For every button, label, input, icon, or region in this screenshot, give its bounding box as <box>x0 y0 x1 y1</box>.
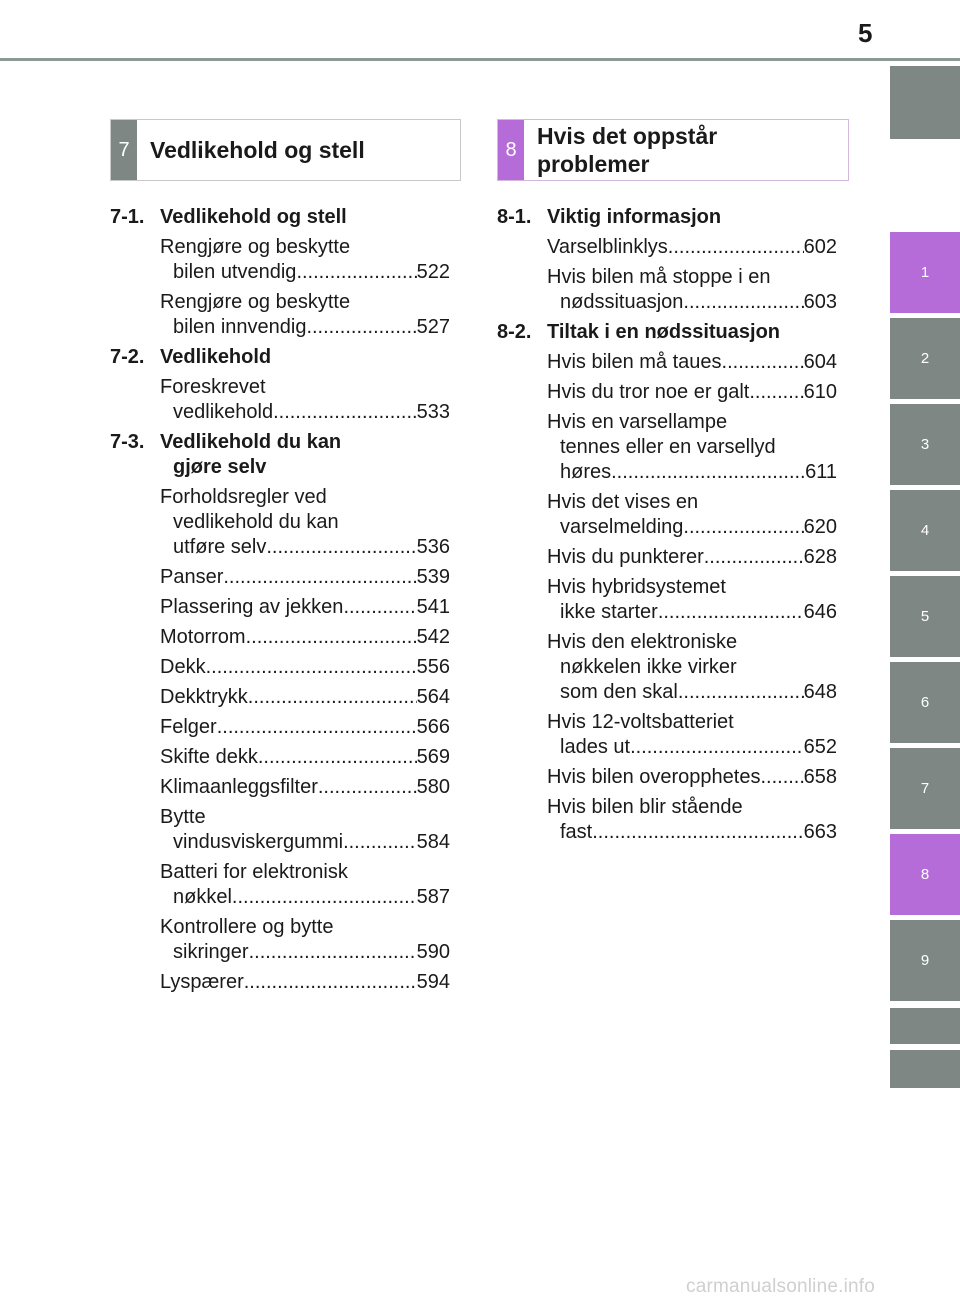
toc-entry-text: Motorrom <box>160 626 246 648</box>
chapter-tab-5[interactable]: 5 <box>890 576 960 657</box>
toc-entry[interactable] <box>160 375 450 425</box>
dot-leader <box>246 625 417 650</box>
section-heading[interactable] <box>110 430 450 480</box>
toc-entry-text: Varselblinklys <box>547 236 668 258</box>
toc-entry-text: Hvis det vises en <box>547 491 699 513</box>
toc-entry[interactable] <box>547 710 837 760</box>
section-heading[interactable] <box>497 320 837 345</box>
page-number: 5 <box>858 18 873 48</box>
toc-entry[interactable] <box>547 235 837 260</box>
section-number: 7-3. <box>110 431 145 453</box>
toc-entry[interactable] <box>547 795 837 845</box>
section-title <box>160 430 450 480</box>
toc-entry[interactable] <box>547 265 837 315</box>
toc-page-number[interactable]: 522 <box>416 261 450 283</box>
toc-entry-text: Hvis en varsellampe <box>547 411 728 433</box>
toc-entry-text: Hvis du punkterer <box>547 546 704 568</box>
toc-entry-text: sikringer <box>173 941 249 963</box>
toc-page-number[interactable]: 658 <box>803 766 837 788</box>
toc-entry-text: vindusviskergummi <box>173 831 344 853</box>
toc-page-number[interactable]: 569 <box>416 746 450 768</box>
toc-page-number[interactable]: 590 <box>416 941 450 963</box>
toc-entry-text: Dekk <box>160 656 206 678</box>
toc-entry-text: Skifte dekk <box>160 746 258 768</box>
toc-entry-text: nøkkelen ikke virker <box>560 656 737 678</box>
toc-page-number[interactable]: 648 <box>803 681 837 703</box>
dot-leader <box>678 680 804 705</box>
dot-leader <box>258 745 417 770</box>
chapter-tab-7[interactable]: 7 <box>890 748 960 829</box>
section-number: 7-2. <box>110 346 145 368</box>
dot-leader <box>683 515 803 540</box>
toc-entry-text: bilen utvendig <box>173 261 297 283</box>
chapter-8-contents <box>497 205 837 850</box>
toc-page-number[interactable]: 646 <box>803 601 837 623</box>
toc-entry[interactable] <box>160 655 450 680</box>
toc-page-number[interactable]: 566 <box>416 716 450 738</box>
chapter-8-number: 8 <box>498 120 524 180</box>
dot-leader <box>668 235 804 260</box>
dot-leader <box>206 655 417 680</box>
toc-entry[interactable] <box>547 630 837 705</box>
section-title-line: Vedlikehold og stell <box>160 206 347 228</box>
toc-entry-text: Bytte <box>160 806 206 828</box>
toc-page-number[interactable]: 628 <box>803 546 837 568</box>
section-title-line: Vedlikehold du kan <box>160 431 342 453</box>
toc-page-number[interactable]: 564 <box>416 686 450 708</box>
toc-page-number[interactable]: 556 <box>416 656 450 678</box>
toc-page-number[interactable]: 652 <box>803 736 837 758</box>
dot-leader <box>749 380 803 405</box>
dot-leader <box>592 820 803 845</box>
toc-page-number[interactable]: 587 <box>416 886 450 908</box>
toc-entry-text: tennes eller en varsellyd <box>560 436 776 458</box>
section-title-line: Tiltak i en nødssituasjon <box>547 321 781 343</box>
dot-leader <box>244 970 417 995</box>
dot-leader <box>704 545 804 570</box>
toc-entry-text: vedlikehold <box>173 401 274 423</box>
toc-entry-text: Batteri for elektronisk <box>160 861 348 883</box>
toc-entry[interactable] <box>160 745 450 770</box>
dot-leader <box>306 315 416 340</box>
dot-leader <box>611 460 805 485</box>
toc-entry[interactable] <box>160 860 450 910</box>
section-title-line: Viktig informasjon <box>547 206 722 228</box>
dot-leader <box>232 885 417 910</box>
chapter-8-title-line2: problemer <box>537 151 650 177</box>
toc-page-number[interactable]: 539 <box>416 566 450 588</box>
toc-entry-text: fast <box>560 821 593 843</box>
toc-entry[interactable] <box>547 575 837 625</box>
dot-leader <box>266 535 416 560</box>
chapter-tab-6[interactable]: 6 <box>890 662 960 743</box>
toc-entry-text: Hvis bilen må taues <box>547 351 722 373</box>
chapter-tab-blank[interactable] <box>890 1050 960 1088</box>
toc-page-number[interactable]: 541 <box>416 596 450 618</box>
toc-page-number[interactable]: 580 <box>416 776 450 798</box>
toc-entry[interactable] <box>547 350 837 375</box>
toc-entry[interactable] <box>160 625 450 650</box>
toc-entry[interactable] <box>547 765 837 790</box>
toc-entry-text: Lyspærer <box>160 971 244 993</box>
section-title <box>160 205 450 230</box>
dot-leader <box>249 940 417 965</box>
toc-entry[interactable] <box>160 775 450 800</box>
dot-leader <box>343 595 416 620</box>
toc-entry-text: Hvis bilen overopphetes <box>547 766 761 788</box>
dot-leader <box>223 565 416 590</box>
toc-entry-text: som den skal <box>560 681 678 703</box>
chapter-7-title: Vedlikehold og stell <box>150 137 365 163</box>
toc-page-number[interactable]: 533 <box>416 401 450 423</box>
dot-leader <box>296 260 416 285</box>
toc-entry-text: Hvis den elektroniske <box>547 631 738 653</box>
toc-entry-text: nøkkel <box>173 886 232 908</box>
chapter-8-title <box>524 120 717 180</box>
section-title <box>160 345 450 370</box>
toc-page-number[interactable]: 527 <box>416 316 450 338</box>
toc-entry[interactable] <box>160 595 450 620</box>
section-number: 7-1. <box>110 206 145 228</box>
toc-entry-text: varselmelding <box>560 516 684 538</box>
toc-entry-text: Hvis du tror noe er galt <box>547 381 750 403</box>
chapter-tab-4[interactable]: 4 <box>890 490 960 571</box>
toc-entry[interactable] <box>547 380 837 405</box>
toc-page-number[interactable]: 603 <box>803 291 837 313</box>
chapter-tab-blank[interactable] <box>890 1008 960 1044</box>
chapter-tab-3[interactable]: 3 <box>890 404 960 485</box>
chapter-7-contents <box>110 205 450 1000</box>
toc-entry-text: Kontrollere og bytte <box>160 916 334 938</box>
section-title <box>547 320 837 345</box>
section-heading[interactable] <box>497 205 837 230</box>
chapter-8-title-line1: Hvis det oppstår <box>537 123 718 149</box>
toc-entry-text: vedlikehold du kan <box>173 511 339 533</box>
section-title <box>547 205 837 230</box>
toc-page-number[interactable]: 620 <box>803 516 837 538</box>
toc-entry-text: høres <box>560 461 612 483</box>
toc-entry[interactable] <box>160 915 450 965</box>
toc-entry[interactable] <box>547 490 837 540</box>
dot-leader <box>217 715 417 740</box>
toc-page-number[interactable]: 611 <box>805 461 837 483</box>
toc-entry[interactable] <box>160 565 450 590</box>
chapter-tab-2[interactable]: 2 <box>890 318 960 399</box>
toc-entry-text: ikke starter <box>560 601 658 623</box>
toc-entry-text: Felger <box>160 716 217 738</box>
toc-entry-text: Rengjøre og beskytte <box>160 236 351 258</box>
toc-page-number[interactable]: 663 <box>803 821 837 843</box>
toc-entry[interactable] <box>160 485 450 560</box>
dot-leader <box>273 400 417 425</box>
section-number: 8-1. <box>497 206 532 228</box>
toc-entry[interactable] <box>547 545 837 570</box>
toc-entry-text: Hvis bilen blir stående <box>547 796 743 818</box>
dot-leader <box>318 775 417 800</box>
section-heading[interactable] <box>110 345 450 370</box>
toc-entry-text: Klimaanleggsfilter <box>160 776 318 798</box>
toc-page-number[interactable]: 542 <box>416 626 450 648</box>
chapter-7-number: 7 <box>111 120 137 180</box>
dot-leader <box>722 350 804 375</box>
toc-page-number[interactable]: 610 <box>803 381 837 403</box>
dot-leader <box>658 600 804 625</box>
chapter-8-header[interactable] <box>497 119 849 181</box>
toc-entry[interactable] <box>160 970 450 995</box>
chapter-tab-1[interactable]: 1 <box>890 232 960 313</box>
toc-entry-text: Hvis hybridsystemet <box>547 576 726 598</box>
section-title-line: gjøre selv <box>173 456 267 478</box>
toc-entry[interactable] <box>547 410 837 485</box>
toc-page-number[interactable]: 584 <box>416 831 450 853</box>
toc-entry[interactable] <box>160 290 450 340</box>
toc-page-number[interactable]: 602 <box>803 236 837 258</box>
chapter-7-header[interactable] <box>110 119 461 181</box>
dot-leader <box>630 735 804 760</box>
toc-entry[interactable] <box>160 235 450 285</box>
toc-entry[interactable] <box>160 685 450 710</box>
section-title-line: Vedlikehold <box>160 346 272 368</box>
toc-entry-text: Dekktrykk <box>160 686 248 708</box>
watermark: carmanualsonline.info <box>686 1276 876 1297</box>
dot-leader <box>248 685 417 710</box>
chapter-tab-9[interactable]: 9 <box>890 920 960 1001</box>
header-rule <box>0 58 960 61</box>
dot-leader <box>683 290 803 315</box>
toc-entry-text: Foreskrevet <box>160 376 266 398</box>
toc-entry-text: lades ut <box>560 736 631 758</box>
toc-page-number[interactable]: 594 <box>416 971 450 993</box>
toc-entry-text: utføre selv <box>173 536 267 558</box>
section-heading[interactable] <box>110 205 450 230</box>
toc-entry[interactable] <box>160 805 450 855</box>
toc-entry[interactable] <box>160 715 450 740</box>
toc-entry-text: bilen innvendig <box>173 316 307 338</box>
toc-page-number[interactable]: 604 <box>803 351 837 373</box>
toc-entry-text: Hvis bilen må stoppe i en <box>547 266 771 288</box>
chapter-tab-8[interactable]: 8 <box>890 834 960 915</box>
toc-entry-text: nødssituasjon <box>560 291 684 313</box>
toc-entry-text: Plassering av jekken <box>160 596 344 618</box>
toc-entry-text: Forholdsregler ved <box>160 486 327 508</box>
chapter-tab-blank[interactable] <box>890 66 960 139</box>
dot-leader <box>343 830 417 855</box>
section-number: 8-2. <box>497 321 532 343</box>
dot-leader <box>760 765 803 790</box>
toc-entry-text: Rengjøre og beskytte <box>160 291 351 313</box>
toc-entry-text: Hvis 12-voltsbatteriet <box>547 711 734 733</box>
toc-entry-text: Panser <box>160 566 224 588</box>
toc-page-number[interactable]: 536 <box>416 536 450 558</box>
